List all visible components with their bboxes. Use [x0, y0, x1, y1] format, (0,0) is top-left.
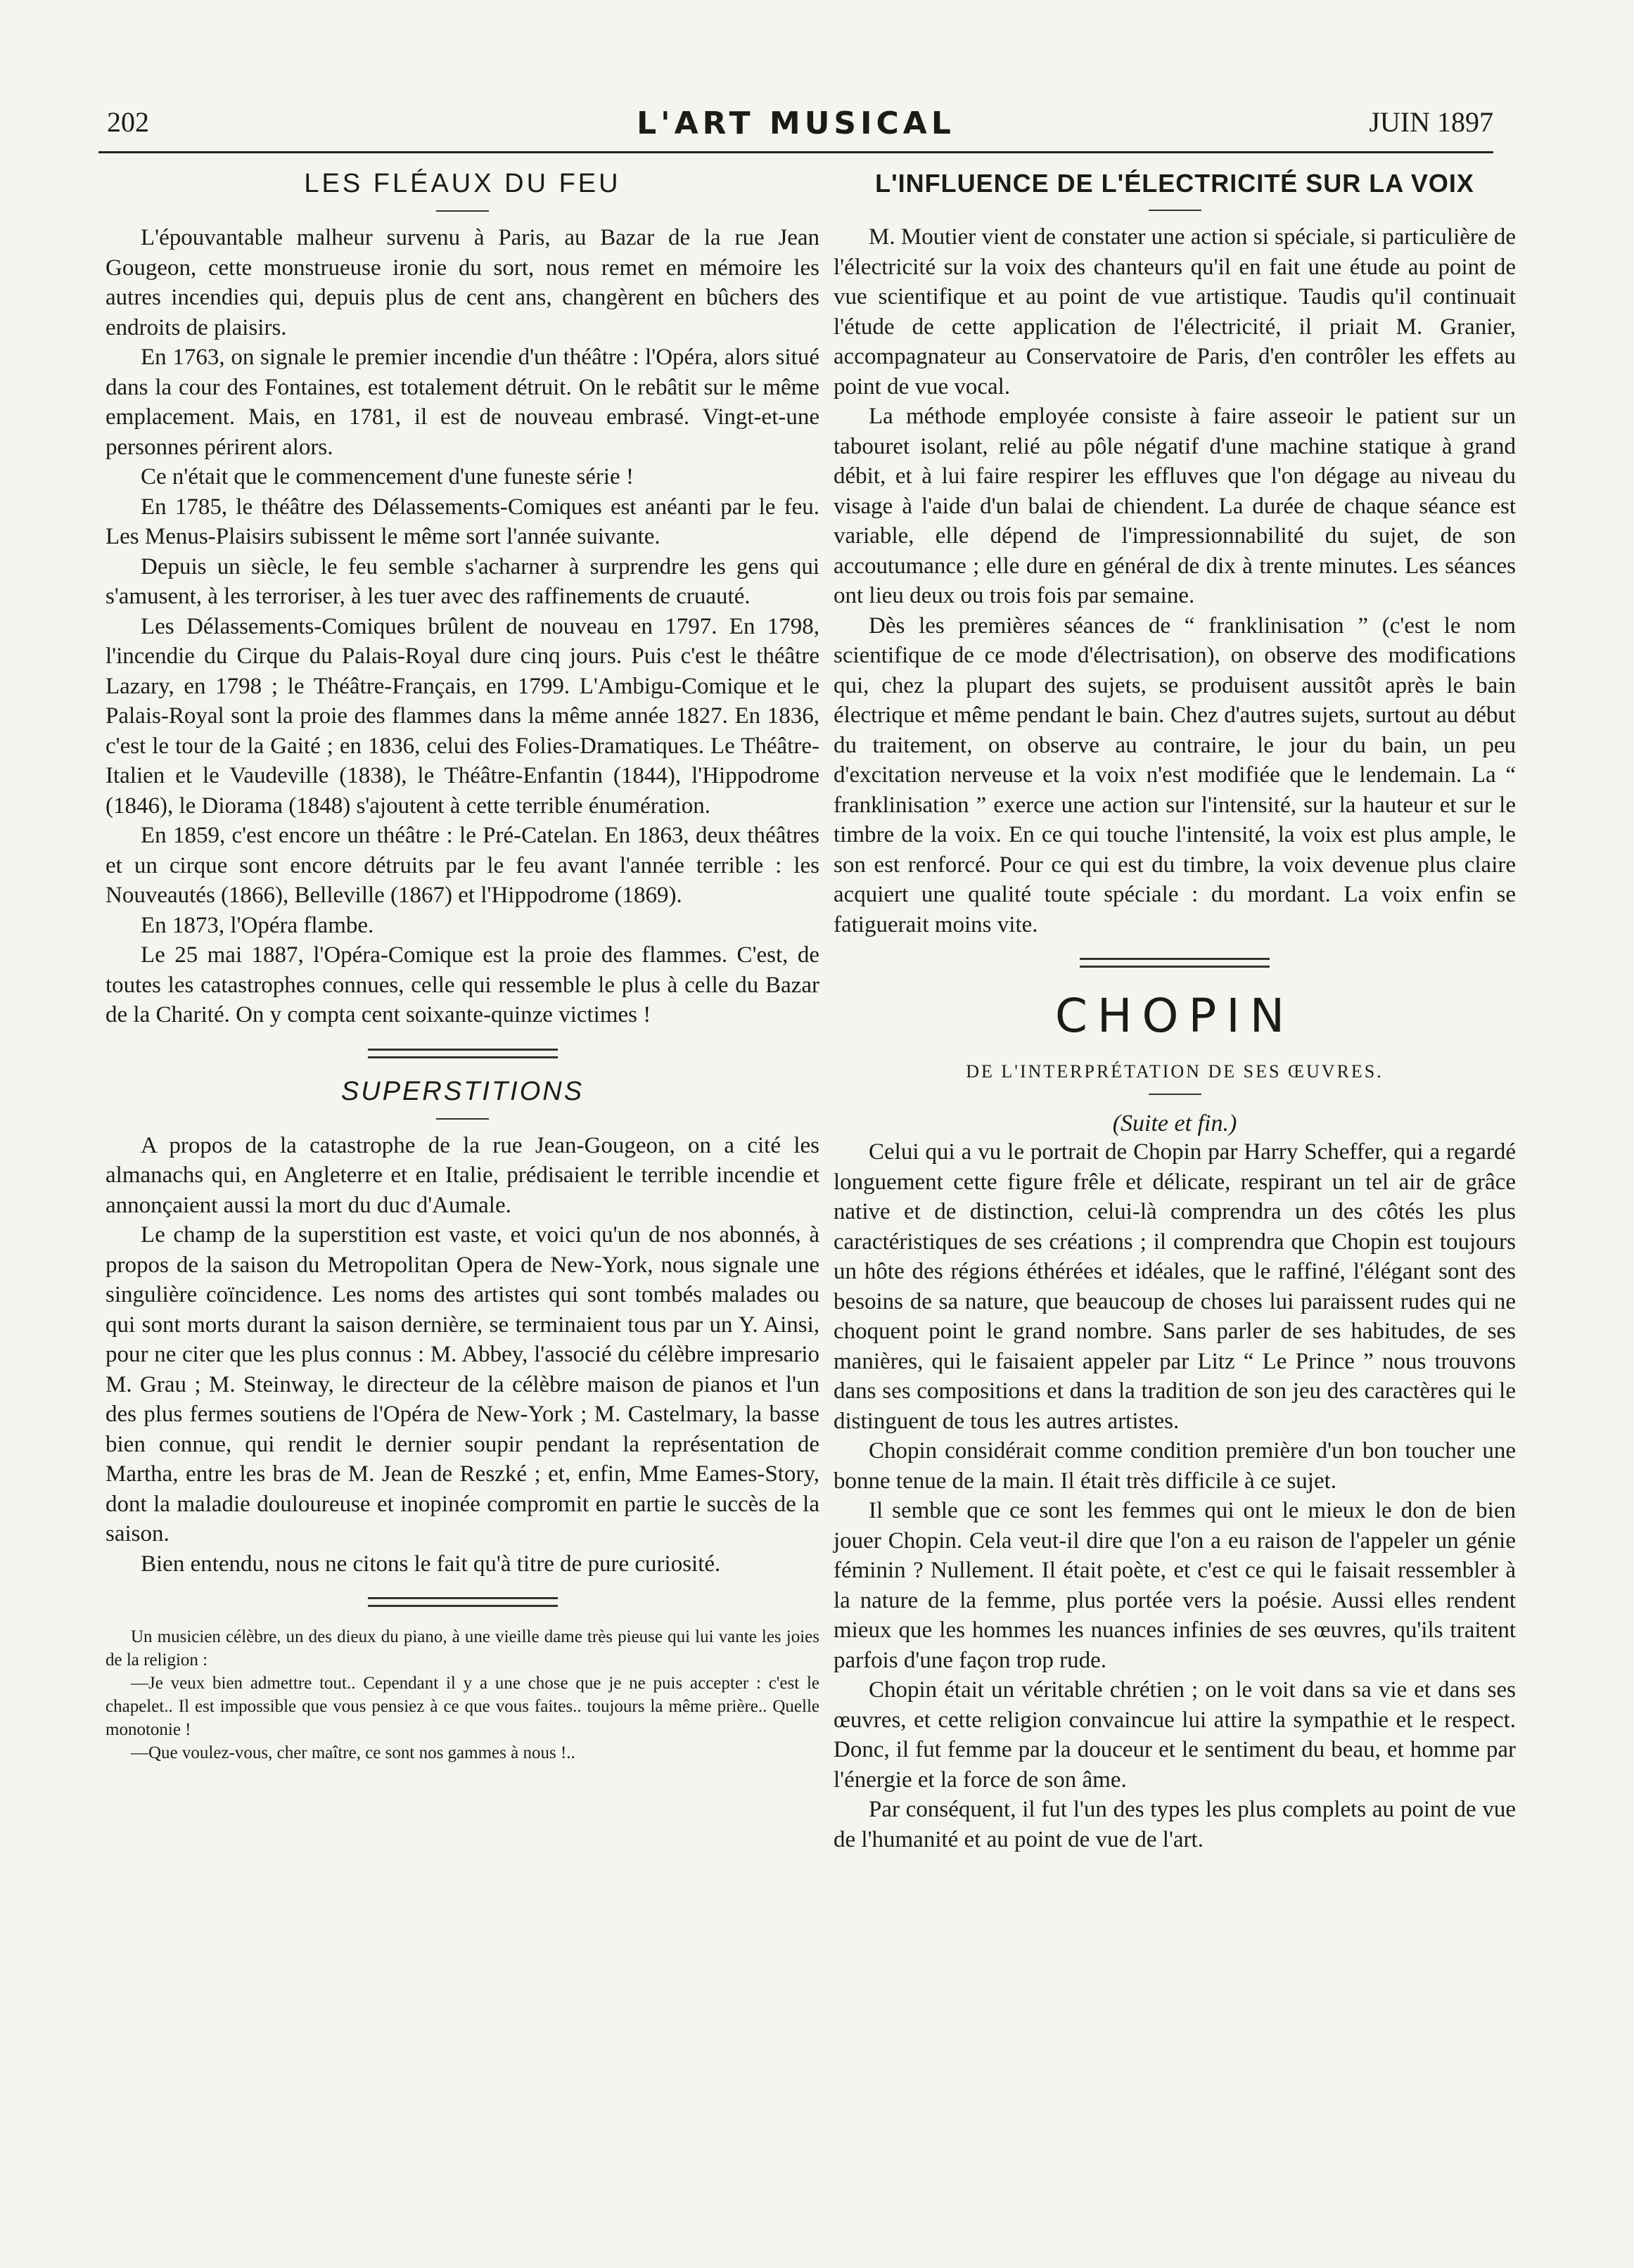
issue-date: JUIN 1897	[1369, 106, 1493, 138]
title-rule	[436, 1118, 489, 1120]
section-subtitle: DE L'INTERPRÉTATION DE SES ŒUVRES.	[966, 1061, 1384, 1082]
section-title-fleaux: LES FLÉAUX DU FEU	[304, 169, 621, 198]
section-separator	[368, 1049, 558, 1058]
paragraph: En 1873, l'Opéra flambe.	[141, 912, 374, 938]
anecdote-line: —Que voulez-vous, cher maître, ce sont nos gammes à nous !..	[131, 1743, 575, 1762]
title-rule	[1149, 1094, 1201, 1095]
right-column	[834, 169, 1516, 1854]
paragraph: En 1785, le théâtre des Délassements-Comiques est anéanti par le feu. Les Menus-Plaisirs subissent le même sort l'année suivante.	[106, 494, 819, 549]
header-rule	[98, 151, 1493, 153]
paragraph: Par conséquent, il fut l'un des types les plus complets au point de vue de l'humanité et au point de vue de l'art.	[834, 1797, 1516, 1852]
paragraph: Bien entendu, nous ne citons le fait qu'à titre de pure curiosité.	[141, 1551, 721, 1577]
paragraph: Ce n'était que le commencement d'une funeste série !	[141, 464, 634, 489]
page-header	[98, 105, 1493, 155]
paragraph: La méthode employée consiste à faire asseoir le patient sur un tabouret isolant, relié au pôle négatif d'une machine statique à grand débit, et à lui faire respirer les effluves que l'on dégage au niveau du visage à l'aide d'un balai de chiendent. La durée de chaque séance est variable, elle dépend de l'impressionnabilité du sujet, de son accoutumance ; elle dure en général de dix à trente minutes. Les séances ont lieu deux ou trois fois par semaine.	[834, 404, 1516, 608]
paragraph: Chopin considérait comme condition première d'un bon toucher une bonne tenue de la main. Il était très difficile à ce sujet.	[834, 1438, 1516, 1494]
paragraph: Chopin était un véritable chrétien ; on le voit dans sa vie et dans ses œuvres, et cette religion convaincue lui attire la sympathie et le respect. Donc, il fut femme par la douceur et le sentiment du beau, et homme par l'énergie et la force de son âme.	[834, 1677, 1516, 1793]
paragraph: En 1859, c'est encore un théâtre : le Pré-Catelan. En 1863, deux théâtres et un cirque sont encore détruits par le feu avant l'année terrible : les Nouveautés (1866), Belleville (1867) et l'Hippodrome (1869).	[106, 823, 819, 908]
paragraph: A propos de la catastrophe de la rue Jean-Gougeon, on a cité les almanachs qui, en Angleterre et en Italie, prédisaient le terrible incendie et annonçaient aussi la mort du duc d'Aumale.	[106, 1132, 819, 1218]
paragraph: M. Moutier vient de constater une action si spéciale, si particulière de l'électricité sur la voix des chanteurs qu'il en fait une étude au point de vue scientifique et au point de vue artistique. Taudis qu'il continuait l'étude de cette application de l'électricité, il priait M. Granier, accompagnateur au Conservatoire de Paris, d'en contrôler les effets au point de vue vocal.	[834, 224, 1516, 399]
paragraph: Celui qui a vu le portrait de Chopin par Harry Scheffer, qui a regardé longuement cette figure frêle et délicate, respirant un tel air de grâce native et de distinction, celui-là comprendra un des côtés les plus caractéristiques de ses créations ; il comprendra que Chopin est toujours un hôte des régions éthérées et idéales, que le raffiné, l'élégant sont des besoins de sa nature, que beaucoup de choses lui paraissent rudes qui ne choquent point le grand nombre. Sans parler de ses habitudes, de ses manières, qui le faisaient appeler par Litz “ Le Prince ” nous trouvons dans ses compositions et dans la tradition de son jeu des caractères qui le distinguent de tous les autres artistes.	[834, 1139, 1516, 1434]
paragraph: Le champ de la superstition est vaste, et voici qu'un de nos abonnés, à propos de la saison du Metropolitan Opera de New-York, nous signale une singulière coïncidence. Les noms des artistes qui sont tombés malades ou qui sont morts durant la saison dernière, se terminaient tous par un Y. Ainsi, pour ne citer que les plus connus : M. Abbey, l'associé du célèbre impresario M. Grau ; M. Steinway, le directeur de la célèbre maison de pianos et l'un des plus fermes soutiens de l'Opéra de New-York ; M. Castelmary, la basse bien connue, qui rendit le dernier soupir pendant la représentation de Martha, entre les bras de M. Jean de Reszké ; et, enfin, Mme Eames-Story, dont la maladie douloureuse et inopinée compromit en partie le succès de la saison.	[106, 1222, 819, 1546]
section-title-superstitions: SUPERSTITIONS	[340, 1076, 585, 1106]
title-rule	[436, 210, 489, 212]
left-column	[106, 169, 819, 1764]
suite-note: (Suite et fin.)	[1112, 1110, 1237, 1136]
paragraph: L'épouvantable malheur survenu à Paris, au Bazar de la rue Jean Gougeon, cette monstrueuse ironie du sort, nous remet en mémoire les autres incendies qui, depuis plus de cent ans, changèrent en bûchers des endroits de plaisirs.	[106, 225, 819, 340]
paragraph: En 1763, on signale le premier incendie d'un théâtre : l'Opéra, alors situé dans la cour des Fontaines, est totalement détruit. On le rebâtit sur le même emplacement. Mais, en 1781, il est de nouveau embrasé. Vingt-et-une personnes périrent alors.	[106, 345, 819, 460]
masthead-title: L'ART MUSICAL	[637, 105, 955, 141]
title-rule	[1149, 210, 1201, 211]
anecdote-block	[106, 1625, 819, 1764]
paragraph: Le 25 mai 1887, l'Opéra-Comique est la proie des flammes. C'est, de toutes les catastrophes connues, celle qui ressemble le plus à celle du Bazar de la Charité. On y compta cent soixante-quinze victimes !	[106, 942, 819, 1027]
paragraph: Les Délassements-Comiques brûlent de nouveau en 1797. En 1798, l'incendie du Cirque du Palais-Royal dure cinq jours. Puis c'est le théâtre Lazary, en 1798 ; le Théâtre-Français, en 1799. L'Ambigu-Comique et le Palais-Royal sont la proie des flammes dans la même année 1827. En 1836, c'est le tour de la Gaité ; en 1836, celui des Folies-Dramatiques. Le Théâtre-Italien et le Vaudeville (1838), le Théâtre-Enfantin (1844), l'Hippodrome (1846), le Diorama (1848) s'ajoutent à cette terrible énumération.	[106, 613, 819, 819]
anecdote-line: Un musicien célèbre, un des dieux du piano, à une vieille dame très pieuse qui lui vante les joies de la religion :	[106, 1627, 819, 1670]
paragraph: Dès les premières séances de “ franklinisation ” (c'est le nom scientifique de ce mode d'électrisation), on observe des modifications qui, chez la plupart des sujets, se produisent aussitôt après le bain électrique et même pendant le bain. Chez d'autres sujets, surtout au début du traitement, on observe au contraire, le jour du bain, un peu d'excitation nerveuse et la voix n'est modifiée que le lendemain. La “ franklinisation ” exerce une action sur l'intensité, sur la hauteur et sur le timbre de la voix. En ce qui touche l'intensité, la voix est plus ample, le son est renforcé. Pour ce qui est du timbre, la voix devenue plus claire acquiert une qualité toute spéciale : du mordant. La voix enfin se fatiguerait moins vite.	[834, 613, 1516, 937]
paragraph: Il semble que ce sont les femmes qui ont le mieux le don de bien jouer Chopin. Cela veut-il dire que l'on a eu raison de l'appeler un génie féminin ? Nullement. Il était poète, et c'est ce qui le faisait ressembler à la nature de la femme, plus portée vers la poésie. Aussi elles rendent mieux que les hommes les nuances infinies de ses œuvres, qu'ils traitent parfois d'une façon trop rude.	[834, 1498, 1516, 1673]
anecdote-line: —Je veux bien admettre tout.. Cependant il y a une chose que je ne puis accepter : c'est le chapelet.. Il est impossible que vous pensiez à ce que vous faites.. toujours la même prière.. Quelle monotonie !	[106, 1674, 819, 1739]
section-title-chopin: CHOPIN	[1054, 989, 1295, 1043]
paragraph: Depuis un siècle, le feu semble s'acharner à surprendre les gens qui s'amusent, à les terroriser, à les tuer avec des raffinements de cruauté.	[106, 553, 819, 609]
section-separator	[1080, 958, 1270, 968]
page-number: 202	[107, 106, 149, 138]
section-separator	[368, 1597, 558, 1607]
section-title-electricite: L'INFLUENCE DE L'ÉLECTRICITÉ SUR LA VOIX	[875, 169, 1474, 198]
